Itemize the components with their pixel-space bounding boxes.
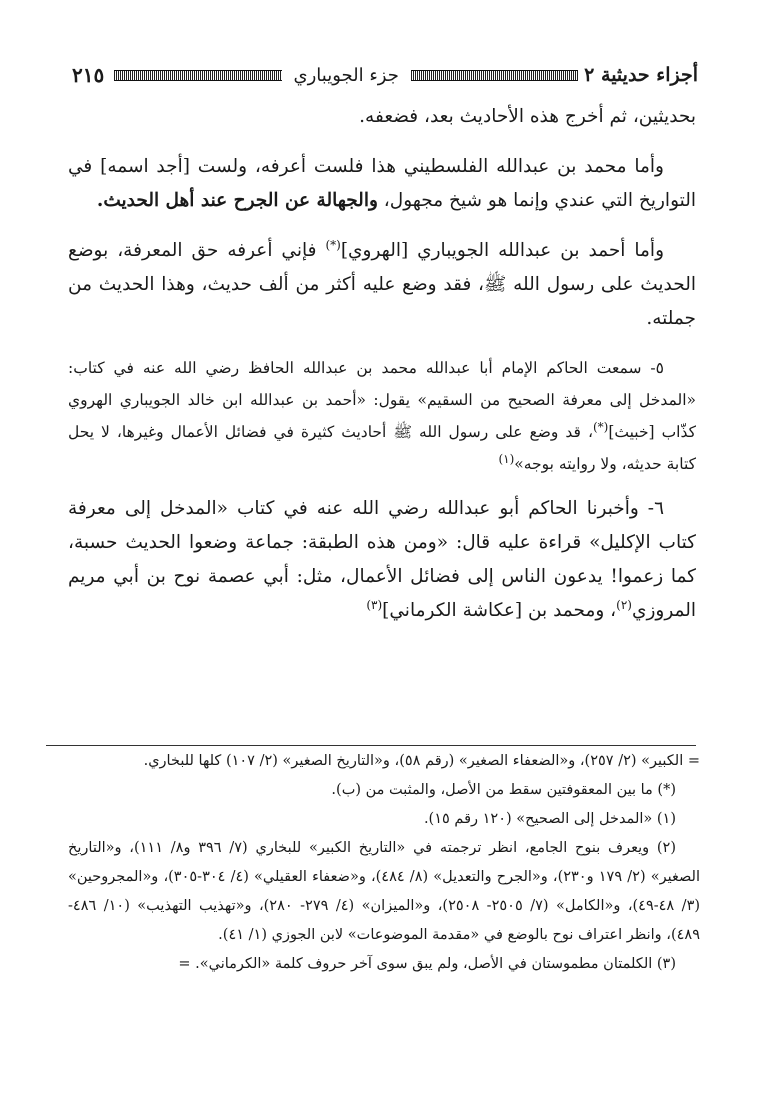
header-rule-left	[114, 70, 281, 81]
running-header	[68, 58, 698, 92]
footnote-separator	[46, 745, 696, 746]
note-ref-star: (*)	[325, 237, 341, 252]
book-title: أجزاء حديثية ٢	[584, 64, 698, 86]
note-ref-star-2: (*)	[592, 419, 609, 434]
paragraph-2-text: وأما محمد بن عبدالله الفلسطيني هذا فلست أعرفه، ولست [أجد اسمه] في التواريخ التي عندي وإنما هو شيخ مجهول،	[68, 156, 696, 211]
paragraph-3-text-b: فإني أعرفه حق المعرفة، بوضع الحديث على رسول الله ﷺ، فقد وضع عليه أكثر من ألف حديث، وهذا الحديث من جملته.	[68, 240, 696, 329]
footnotes	[68, 747, 700, 979]
note-ref-1: (١)	[498, 451, 515, 466]
note-ref-2: (٢)	[616, 597, 632, 612]
paragraph-5	[68, 352, 696, 480]
paragraph-1: بحديثين، ثم أخرج هذه الأحاديث بعد، فضعفه.	[359, 106, 696, 127]
footnote-continued: = الكبير» (٢/ ٢٥٧)، و«الضعفاء الصغير» (رقم ٥٨)، و«التاريخ الصغير» (٢/ ١٠٧) كلها للبخاري.	[143, 753, 700, 769]
paragraph-6-text-a: ٦- وأخبرنا الحاكم أبو عبدالله رضي الله عنه في كتاب «المدخل إلى معرفة كتاب الإكليل» قراءة عليه قال: «ومن هذه الطبقة: جماعة وضعوا الحديث حسبة، كما زعموا! يدعون الناس إلى فضائل الأعمال، مثل: أبي عصمة نوح بن أبي مريم المروزي	[68, 498, 696, 621]
footnote-star: (*) ما بين المعقوفتين سقط من الأصل، والمثبت من (ب).	[331, 782, 676, 798]
part-title: جزء الجويباري	[293, 64, 399, 86]
paragraph-3-text-a: وأما أحمد بن عبدالله الجويباري [الهروي]	[340, 240, 665, 261]
footnote-1: (١) «المدخل إلى الصحيح» (١٢٠ رقم ١٥).	[423, 811, 676, 827]
paragraph-3	[68, 234, 696, 336]
paragraph-2	[68, 150, 696, 218]
paragraph-6-text-b: ، ومحمد بن [عكاشة الكرماني]	[382, 600, 617, 621]
paragraph-2-bold: والجهالة عن الجرح عند أهل الحديث.	[96, 190, 378, 211]
footnote-2: (٢) ويعرف بنوح الجامع، انظر ترجمته في «التاريخ الكبير» للبخاري (٧/ ٣٩٦ و٨/ ١١١)، و«التاريخ الصغير» (٢/ ١٧٩ و٢٣٠)، و«الجرح والتعديل» (٨/ ٤٨٤)، و«ضعفاء العقيلي» (٤/ ٣٠٤-٣٠٥)، و«المجروحين» (٣/ ٤٨-٤٩)، و«الكامل» (٧/ ٢٥٠٥- ٢٥٠٨)، و«الميزان» (٤/ ٢٧٩- ٢٨٠)، و«تهذيب التهذيب» (١٠/ ٤٨٦- ٤٨٩)، وانظر اعتراف نوح بالوضع في «مقدمة الموضوعات» لابن الجوزي (١/ ٤١).	[68, 840, 701, 943]
note-ref-3: (٣)	[366, 597, 383, 612]
header-rule-right	[411, 70, 578, 81]
footnote-3: (٣) الكلمتان مطموستان في الأصل، ولم يبق سوى آخر حروف كلمة «الكرماني». =	[178, 956, 676, 972]
paragraph-5-text-a: ٥- سمعت الحاكم الإمام أبا عبدالله محمد بن عبدالله الحافظ رضي الله عنه في كتاب: «المدخل إلى معرفة الصحيح من السقيم» يقول: «أحمد بن عبدالله ابن خالد الجويباري الهروي كذّاب [خبيث]	[68, 359, 697, 441]
page-number: ٢١٥	[71, 63, 105, 87]
paragraph-5-text-b: ، قد وضع على رسول الله ﷺ أحاديث كثيرة في فضائل الأعمال وغيرها، لا يحل كتابة حديثه، ولا روايته بوجه»	[68, 423, 696, 473]
main-text	[68, 100, 696, 628]
paragraph-6	[68, 492, 696, 628]
